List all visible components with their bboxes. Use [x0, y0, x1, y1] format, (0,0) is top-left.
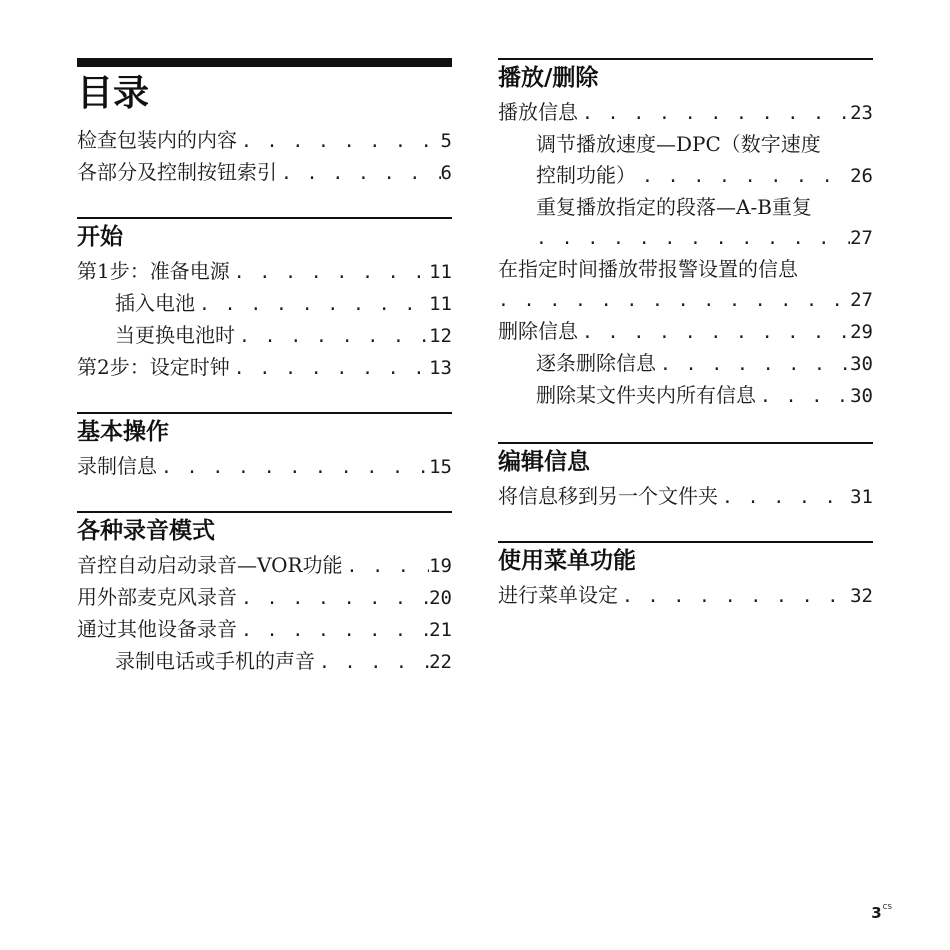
toc-entry[interactable] [77, 256, 452, 288]
toc-entry-text: 通过其他设备录音 [77, 617, 237, 641]
toc-entry[interactable] [77, 352, 452, 384]
toc-entry-text: 用外部麦克风录音 [77, 585, 237, 609]
toc-entry-text: 删除信息 [498, 319, 578, 343]
leader-dots [756, 381, 850, 412]
toc-entry-page: 22 [429, 651, 452, 673]
toc-entry-page: 5 [440, 130, 452, 152]
toc-entry[interactable] [77, 582, 452, 614]
toc-entry-page: 12 [429, 325, 452, 347]
toc-entry-text: 音控自动启动录音—VOR功能 [77, 553, 343, 577]
section-rule [77, 511, 452, 513]
toc-entry[interactable] [498, 316, 873, 348]
toc-subentry-multiline[interactable] [498, 192, 873, 254]
section-title: 编辑信息 [498, 449, 590, 475]
toc-entry[interactable] [77, 125, 452, 157]
toc-entry-text: 重复播放指定的段落—A-B重复 [536, 195, 812, 219]
section-rule [498, 442, 873, 444]
toc-entry-page: 30 [850, 385, 873, 407]
section-playback-erase [498, 58, 873, 412]
toc-entry-text: 删除某文件夹内所有信息 [536, 383, 756, 407]
section-getting-started [77, 217, 452, 384]
section-title: 各种录音模式 [77, 518, 215, 544]
toc-entry-page: 6 [440, 162, 452, 184]
title-rule [77, 58, 452, 67]
section-title: 播放/删除 [498, 65, 599, 91]
section-title: 开始 [77, 224, 123, 250]
section-rule [498, 58, 873, 60]
leader-dots [578, 317, 850, 348]
leader-dots [237, 615, 429, 646]
toc-subentry[interactable] [77, 320, 452, 352]
leader-dots [315, 647, 429, 678]
toc-entry-text: 逐条删除信息 [536, 351, 656, 375]
toc-entry-text: 各部分及控制按钮索引 [77, 160, 277, 184]
toc-entry-page: 27 [850, 289, 873, 311]
toc-entry[interactable] [77, 614, 452, 646]
right-column [498, 58, 873, 638]
toc-subentry[interactable] [77, 646, 452, 678]
leader-dots [277, 158, 441, 189]
toc-entry-text: 将信息移到另一个文件夹 [498, 484, 718, 508]
leader-dots [157, 452, 429, 483]
toc-entry-text-cont: 控制功能） [536, 163, 636, 187]
toc-entry-text: 播放信息 [498, 100, 578, 124]
section-menu-functions [498, 541, 873, 612]
left-column [77, 58, 452, 704]
toc-entry-page: 11 [429, 293, 452, 315]
toc-subentry[interactable] [498, 380, 873, 412]
leader-dots [237, 583, 429, 614]
toc-subentry[interactable] [498, 348, 873, 380]
leader-dots [230, 257, 429, 288]
section-editing [498, 442, 873, 513]
page-number [871, 904, 892, 922]
leader-dots [230, 353, 429, 384]
leader-dots [656, 349, 850, 380]
section-basic-operations [77, 412, 452, 483]
section-rule [498, 541, 873, 543]
section-rule [77, 412, 452, 414]
leader-dots [578, 98, 850, 129]
leader-dots [618, 581, 850, 612]
toc-entry[interactable] [77, 451, 452, 483]
toc-entry-page: 26 [850, 165, 873, 187]
toc-title: 目录 [77, 73, 150, 114]
leader-dots [636, 161, 850, 192]
leader-dots [195, 289, 429, 320]
leader-dots [237, 126, 441, 157]
toc-entry-page: 23 [850, 102, 873, 124]
toc-entry-page: 13 [429, 357, 452, 379]
toc-entry-text: 调节播放速度—DPC（数字速度 [536, 132, 821, 156]
toc-entry-page: 15 [429, 456, 452, 478]
section-title: 使用菜单功能 [498, 548, 636, 574]
toc-entry-page: 32 [850, 585, 873, 607]
toc-entry-text: 插入电池 [115, 291, 195, 315]
toc-entry[interactable] [498, 481, 873, 513]
leader-dots [498, 285, 850, 316]
toc-entry-page: 29 [850, 321, 873, 343]
toc-entry-text: 第1步：准备电源 [77, 259, 230, 283]
toc-entry-text: 当更换电池时 [115, 323, 235, 347]
toc-entry-multiline[interactable] [498, 254, 873, 316]
leader-dots [718, 482, 850, 513]
toc-entry-page: 20 [429, 587, 452, 609]
toc-subentry[interactable] [77, 288, 452, 320]
toc-entry-page: 30 [850, 353, 873, 375]
toc-subentry-multiline[interactable] [498, 129, 873, 192]
toc-entry-text: 检查包装内的内容 [77, 128, 237, 152]
toc-entry-text: 在指定时间播放带报警设置的信息 [498, 257, 798, 281]
intro-entries [77, 125, 452, 189]
toc-entry[interactable] [77, 550, 452, 582]
leader-dots [235, 321, 429, 352]
toc-entry[interactable] [498, 580, 873, 612]
toc-entry-page: 27 [850, 227, 873, 249]
toc-entry[interactable] [498, 97, 873, 129]
page-number-lang: CS [882, 903, 892, 911]
page-number-value: 3 [871, 904, 882, 922]
toc-entry-page: 21 [429, 619, 452, 641]
section-title: 基本操作 [77, 419, 169, 445]
toc-entry[interactable] [77, 157, 452, 189]
toc-entry-page: 19 [429, 555, 452, 577]
toc-entry-text: 第2步：设定时钟 [77, 355, 230, 379]
toc-entry-page: 31 [850, 486, 873, 508]
leader-dots [343, 551, 430, 582]
toc-entry-text: 进行菜单设定 [498, 583, 618, 607]
toc-entry-text: 录制电话或手机的声音 [115, 649, 315, 673]
section-recording-modes [77, 511, 452, 678]
section-rule [77, 217, 452, 219]
leader-dots [536, 223, 850, 254]
toc-entry-text: 录制信息 [77, 454, 157, 478]
toc-entry-page: 11 [429, 261, 452, 283]
